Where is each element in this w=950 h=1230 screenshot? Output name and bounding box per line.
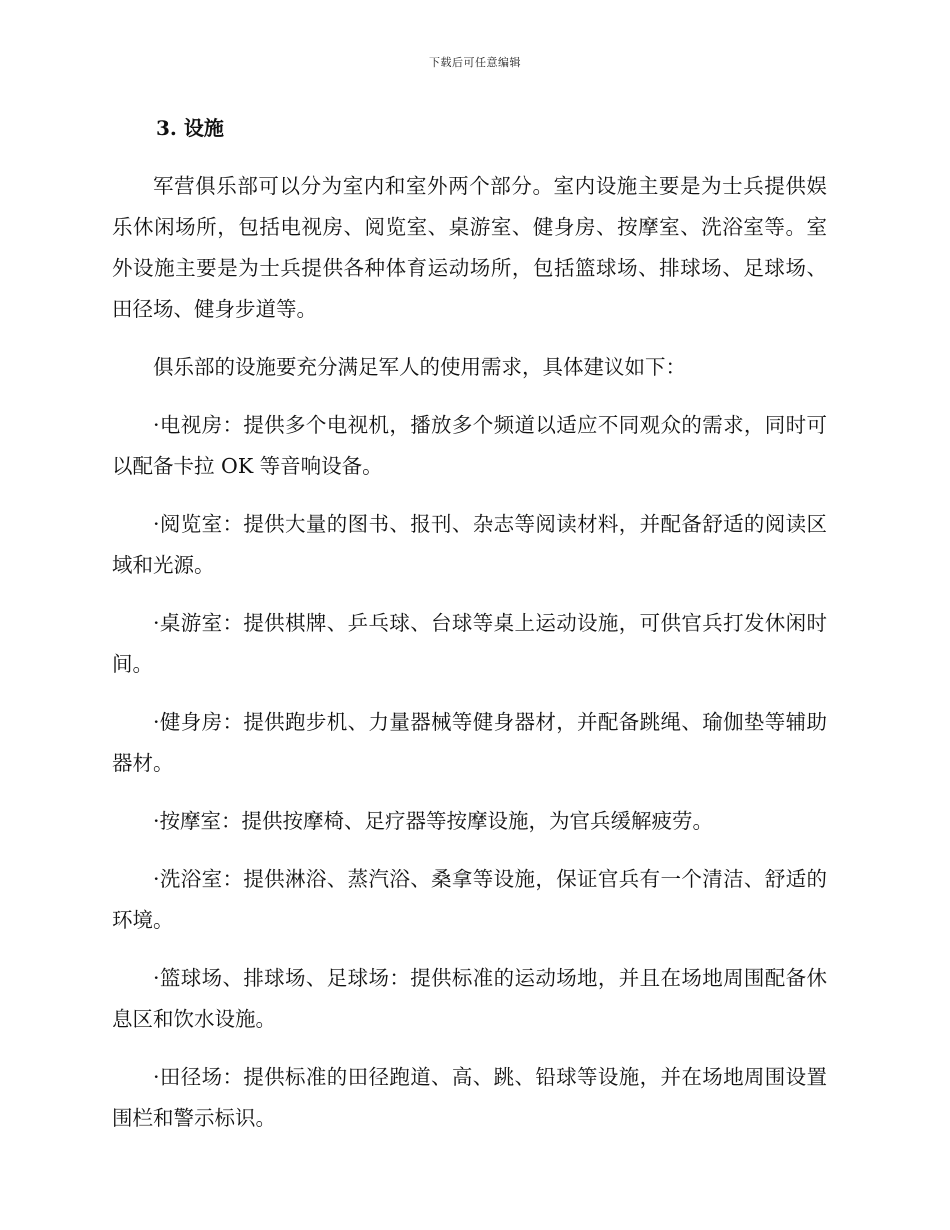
section-title: 3. 设施 bbox=[156, 116, 224, 140]
bullet-text: 电视房：提供多个电视机，播放多个频道以适应不同观众的需求，同时可以配备卡拉 OK 等音响设备。 bbox=[112, 413, 827, 478]
intro-paragraph: 军营俱乐部可以分为室内和室外两个部分。室内设施主要是为士兵提供娱乐休闲场所，包括电视房、阅览室、桌游室、健身房、按摩室、洗浴室等。室外设施主要是为士兵提供各种体育运动场所，包括篮球场、排球场、足球场、田径场、健身步道等。 bbox=[112, 174, 827, 321]
bullet-item-gym bbox=[112, 702, 827, 784]
bullet-marker: · bbox=[153, 1065, 160, 1089]
bullet-text: 阅览室：提供大量的图书、报刊、杂志等阅读材料，并配备舒适的阅读区域和光源。 bbox=[112, 512, 827, 577]
lead-paragraph: 俱乐部的设施要充分满足军人的使用需求，具体建议如下： bbox=[153, 355, 686, 379]
document-body bbox=[112, 110, 827, 1156]
bullet-marker: · bbox=[153, 867, 160, 891]
bullet-marker: · bbox=[153, 966, 160, 990]
bullet-item-bathroom bbox=[112, 859, 827, 941]
bullet-item-tv-room bbox=[112, 405, 827, 487]
bullet-text: 健身房：提供跑步机、力量器械等健身器材，并配备跳绳、瑜伽垫等辅助器材。 bbox=[112, 710, 827, 775]
bullet-item-track-field bbox=[112, 1057, 827, 1139]
bullet-marker: · bbox=[153, 611, 160, 635]
bullet-item-reading-room bbox=[112, 504, 827, 586]
bullet-item-massage-room bbox=[112, 801, 827, 842]
bullet-text: 洗浴室：提供淋浴、蒸汽浴、桑拿等设施，保证官兵有一个清洁、舒适的环境。 bbox=[112, 867, 827, 932]
bullet-marker: · bbox=[153, 809, 160, 833]
bullet-text: 田径场：提供标准的田径跑道、高、跳、铅球等设施，并在场地周围设置围栏和警示标识。 bbox=[112, 1065, 827, 1130]
bullet-marker: · bbox=[153, 710, 160, 734]
bullet-text: 篮球场、排球场、足球场：提供标准的运动场地，并且在场地周围配备休息区和饮水设施。 bbox=[112, 966, 827, 1031]
bullet-text: 桌游室：提供棋牌、乒乓球、台球等桌上运动设施，可供官兵打发休闲时间。 bbox=[112, 611, 827, 676]
bullet-marker: · bbox=[153, 512, 160, 536]
bullet-marker: · bbox=[153, 413, 160, 437]
bullet-text: 按摩室：提供按摩椅、足疗器等按摩设施，为官兵缓解疲劳。 bbox=[159, 809, 714, 833]
bullet-item-ball-courts bbox=[112, 958, 827, 1040]
bullet-item-board-game-room bbox=[112, 603, 827, 685]
page-header: 下载后可任意编辑 bbox=[429, 56, 521, 69]
